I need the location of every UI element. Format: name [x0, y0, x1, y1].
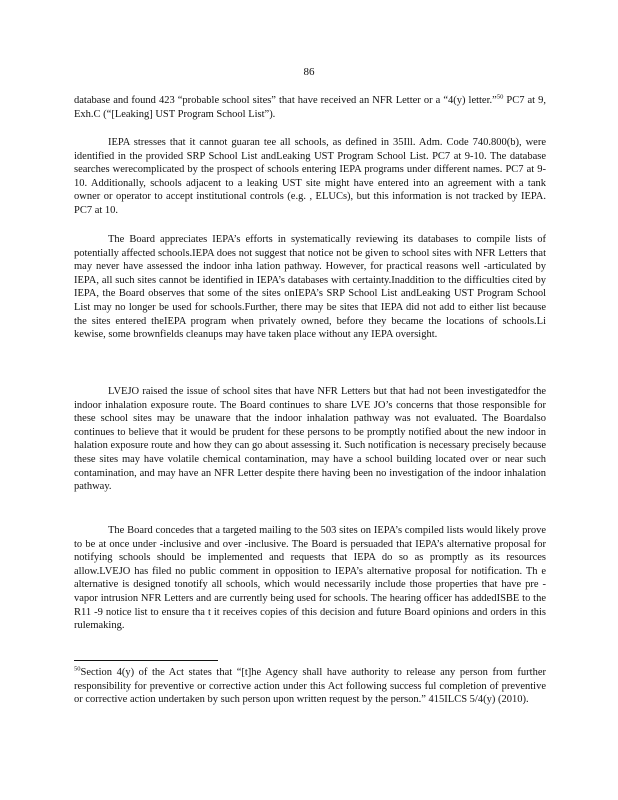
footnote-text: Section 4(y) of the Act states that “[t]he Agency shall have authority to release any person from further responsibility for preventive or corrective action under this Act following success ful completion of preventive or corrective action undertaken by such person upon written request by the person.” 415ILCS 5/4(y) (2010).	[74, 667, 546, 706]
paragraph-0-text: database and found 423 “probable school sites” that have received an NFR Letter or a “4(y) letter.”	[74, 95, 497, 106]
paragraph-2-block	[74, 233, 546, 342]
page-number: 86	[303, 66, 315, 78]
paragraph-0	[74, 94, 546, 121]
footnote-reference-mark: 50	[496, 93, 504, 101]
footnote	[74, 666, 546, 707]
paragraph-2: The Board appreciates IEPA’s efforts in systematically reviewing its databases to compile lists of potentially affected schools.IEPA does not suggest that notice not be given to school sites with NFR Letters that may never have assessed the indoor inha lation pathway. However, for practical reasons well -articulated by IEPA, all such sites cannot be identified in IEPA’s databases with certainty.Inaddition to the difficulties cited by IEPA, the Board observes that some of the sites onIEPA’s SRP School List andLeaking UST Program School List may no longer be used for schools.Further, there may be sites that IEPA did not add to either list because the sites entered theIEPA program when privately owned, before they became the locations of schools.Li kewise, some brownfields cleanups may have taken place without any IEPA oversight.	[74, 234, 546, 341]
paragraph-0-text-continued: PC7 at 9, Exh.C (“[Leaking] UST Program School List”).	[74, 95, 546, 120]
paragraph-3: LVEJO raised the issue of school sites that have NFR Letters but that had not been investigatedfor the indoor inhalation exposure route. The Board continues to share LVE JO’s concerns that those responsible for these school sites may be unaware that the indoor inhalation pathway was not evaluated. The Boardalso continues to believe that it would be prudent for these persons to be promptly notified about the new indoor in halation exposure route and how they can go about assessing it. Such notification is necessary precisely because these sites may have volatile chemical contamination, may have a school building located over or near such contamination, and may have an NFR Letter despite there having been no investigation of the indoor inhalation pathway.	[74, 386, 546, 493]
paragraph-1-block	[74, 136, 546, 218]
footnote-divider	[74, 660, 218, 661]
paragraph-4: The Board concedes that a targeted mailing to the 503 sites on IEPA’s compiled lists would likely prove to be at once under -inclusive and over -inclusive. The Board is persuaded that IEPA’s alternative proposal for notifying schools should be implemented and requests that IEPA do so as promptly as its resources allow.LVEJO has filed no public comment in opposition to IEPA’s alternative proposal for notification. Th e alternative is designed tonotify all schools, which would necessarily include those properties that have pre -vapor intrusion NFR Letters and are currently being used for schools. The hearing officer has addedISBE to the R11 -9 notice list to ensure tha t it receives copies of this decision and future Board opinions and orders in this rulemaking.	[74, 525, 546, 632]
paragraph-1: IEPA stresses that it cannot guaran tee all schools, as defined in 35Ill. Adm. Code 740.800(b), were identified in the provided SRP School List andLeaking UST Program School List. PC7 at 9-10. The database searches werecomplicated by the prospect of schools entering IEPA programs under different names. PC7 at 9- 10. Additionally, schools adjacent to a leaking UST site might have entered into an agreement with a tank owner or operator to accept institutional controls (e.g. , ELUCs), but this information is not tracked by IEPA. PC7 at 10.	[74, 137, 546, 216]
footnote-mark: 50	[74, 665, 81, 673]
paragraph-4-block	[74, 524, 546, 633]
paragraph-3-block	[74, 385, 546, 494]
body-text	[74, 94, 546, 121]
